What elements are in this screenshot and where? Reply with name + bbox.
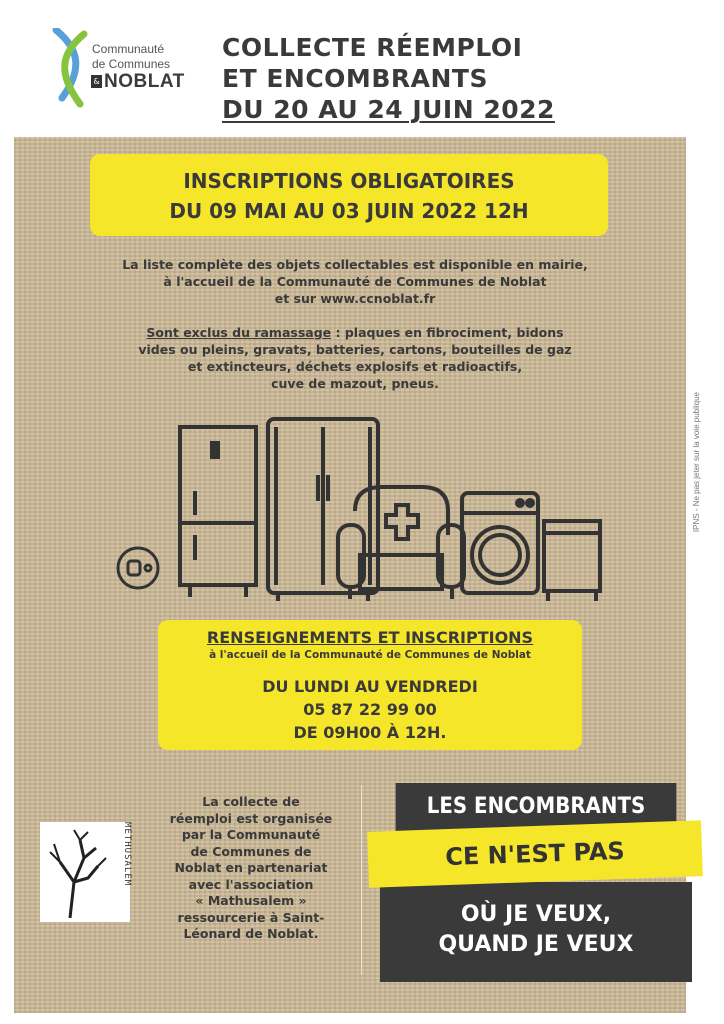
info-line-3: et sur www.ccnoblat.fr — [274, 291, 436, 306]
slogan-line-4: QUAND JE VEUX — [438, 932, 634, 957]
info-line-1: La liste complète des objets collectables est disponible en mairie, — [122, 257, 588, 272]
excluded-text-3: et extincteurs, déchets explosifs et radioactifs, — [187, 359, 523, 374]
logo-ampersand: & — [91, 75, 102, 88]
slogan-yellow-band — [368, 826, 702, 882]
registration-line-2: DU 09 MAI AU 03 JUIN 2022 12H — [169, 199, 529, 223]
contact-banner — [158, 620, 582, 750]
contact-days: DU LUNDI AU VENDREDI — [262, 677, 478, 696]
title-line-2: ET ENCOMBRANTS — [222, 64, 488, 93]
armchair-icon — [338, 487, 464, 599]
page-title — [222, 32, 555, 125]
registration-banner — [90, 154, 608, 236]
excluded-text-4: cuve de mazout, pneus. — [271, 376, 439, 391]
mathusalem-logo-text-wrap — [122, 822, 136, 922]
contact-heading: RENSEIGNEMENTS ET INSCRIPTIONS — [206, 628, 534, 647]
registration-line-1: INSCRIPTIONS OBLIGATOIRES — [183, 169, 515, 193]
slogan-bottom-block — [380, 882, 692, 982]
logo-line-1: Communauté — [92, 42, 165, 56]
excluded-text-1: : plaques en fibrociment, bidons — [331, 325, 564, 340]
appliances-illustration — [110, 415, 610, 605]
fridge-icon — [180, 427, 256, 597]
info-line-2: à l'accueil de la Communauté de Communes de Noblat — [163, 274, 547, 289]
slogan-line-3: OÙ JE VEUX, — [460, 902, 612, 927]
ccnoblat-logo — [50, 28, 190, 110]
availability-info — [60, 256, 650, 307]
contact-sub: à l'accueil de la Communauté de Communes de Noblat — [209, 649, 531, 661]
contact-phone: 05 87 22 99 00 — [303, 700, 437, 719]
logo-line-2: de Communes — [92, 57, 171, 71]
ipns-note: IPNS - Ne pas jeter sur la voie publique — [692, 392, 701, 533]
excluded-items-info — [60, 324, 650, 392]
vertical-divider — [361, 785, 362, 975]
slogan-line-1: LES ENCOMBRANTS — [396, 783, 677, 833]
washing-machine-icon — [462, 493, 538, 593]
excluded-label: Sont exclus du ramassage — [146, 325, 332, 340]
slogan-line-2: CE N'EST PAS — [367, 820, 703, 888]
title-line-1: COLLECTE RÉEMPLOI — [222, 33, 523, 62]
robot-vacuum-icon — [118, 548, 158, 588]
title-line-3: DU 20 AU 24 JUIN 2022 — [222, 95, 555, 124]
logo-line-3: NOBLAT — [104, 71, 185, 92]
association-text: La collecte de réemploi est organisée par la Communauté de Communes de Noblat en partenariat avec l'association « Mathusalem » ressourcerie à Saint- Léonard de Noblat. — [169, 794, 333, 941]
mathusalem-logo-text: METHUSALEM — [122, 822, 132, 887]
excluded-text-2: vides ou pleins, gravats, batteries, cartons, bouteilles de gaz — [138, 342, 572, 357]
contact-hours: DE 09H00 À 12H. — [293, 723, 447, 742]
mathusalem-logo — [40, 822, 130, 922]
dishwasher-icon — [544, 521, 600, 601]
